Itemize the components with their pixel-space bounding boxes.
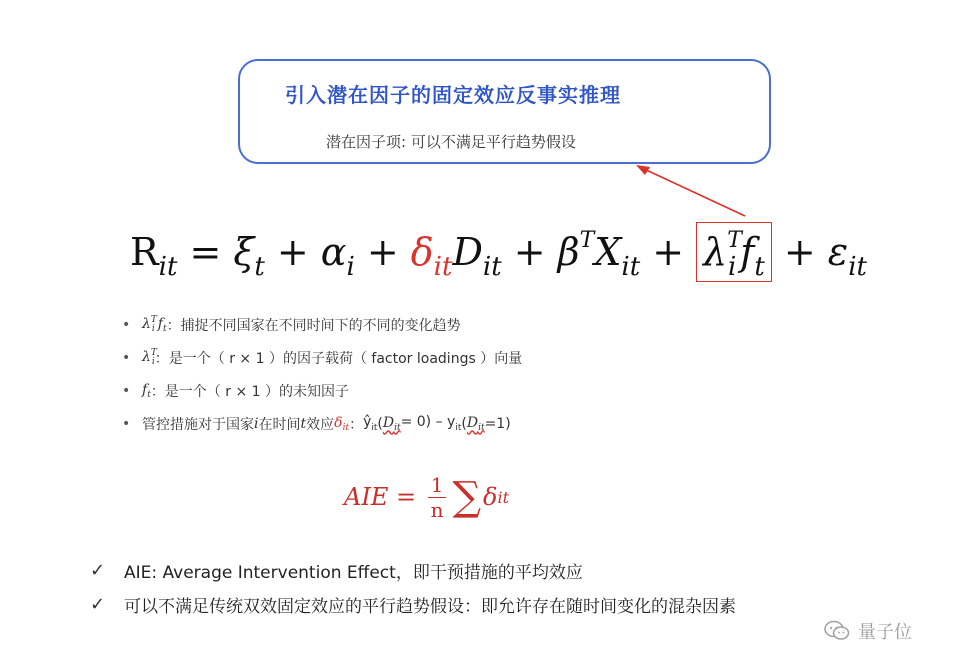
bullet-math-t: t bbox=[300, 415, 307, 432]
callout-subtitle: 潜在因子项: 可以不满足平行趋势假设 bbox=[326, 133, 576, 151]
check-item bbox=[90, 553, 736, 587]
bullet-math-i: i bbox=[254, 415, 259, 432]
bullet-math-D: $D_{it}$ bbox=[382, 414, 401, 433]
eq-plus: + bbox=[640, 230, 697, 274]
bullet-text: = $0) - y_{it}$ bbox=[400, 414, 462, 433]
bullet-text: ：是一个（ r × 1 ）的因子载荷（ factor loadings ）向量 bbox=[154, 350, 523, 367]
eq-lhs: R bbox=[130, 230, 159, 274]
eq-lambda-sub: i bbox=[727, 252, 737, 282]
bullet-marker: • bbox=[122, 316, 131, 333]
aie-numerator: 1 bbox=[428, 473, 447, 498]
bullet-paren: ( bbox=[461, 415, 467, 432]
eq-plus: + bbox=[354, 230, 411, 274]
eq-X: X bbox=[594, 230, 622, 274]
aie-fraction bbox=[428, 473, 447, 522]
eq-equals: = bbox=[177, 230, 234, 274]
latent-factor-box bbox=[696, 222, 772, 282]
aie-delta: δ bbox=[483, 483, 498, 511]
bullet-paren: ( bbox=[377, 415, 383, 432]
eq-beta: β bbox=[557, 230, 580, 274]
eq-D-sub: it bbox=[482, 252, 502, 282]
main-equation bbox=[130, 222, 867, 282]
bullet-text: 管控措施对于国家 bbox=[142, 416, 254, 433]
bullet-math: $f_t$ bbox=[142, 381, 151, 400]
check-item bbox=[90, 587, 736, 621]
eq-alpha: α bbox=[320, 230, 347, 274]
aie-formula bbox=[344, 462, 509, 532]
eq-f-sub: t bbox=[754, 252, 765, 282]
aie-delta-sub: it bbox=[497, 487, 510, 507]
watermark-text: 量子位 bbox=[858, 622, 912, 643]
bullet-math-D: $D_{it}$ bbox=[466, 414, 485, 433]
bullet-item bbox=[122, 341, 522, 374]
eq-delta: δ bbox=[410, 230, 434, 274]
bullet-math-delta: $\delta_{it}$ bbox=[334, 414, 350, 433]
bullet-math: $\lambda^T_i$ $f_t$ bbox=[142, 315, 167, 334]
bullet-yhat: $ŷ_{it}$ bbox=[363, 414, 378, 433]
bullet-item bbox=[122, 374, 522, 407]
eq-lambda: λ bbox=[703, 230, 728, 274]
bullet-text: =1) bbox=[484, 415, 511, 432]
check-text: AIE: Average Intervention Effect，即干预措施的平均效应 bbox=[124, 562, 583, 583]
wechat-icon bbox=[824, 620, 850, 642]
eq-f: f bbox=[740, 230, 755, 274]
checkmark-icon: ✓ bbox=[90, 593, 106, 615]
eq-epsilon: ε bbox=[827, 230, 849, 274]
bullet-item bbox=[122, 308, 522, 341]
bullet-colon: ： bbox=[349, 416, 364, 433]
bullet-text: 效应 bbox=[306, 416, 335, 433]
eq-plus: + bbox=[264, 230, 321, 274]
eq-lhs-sub: it bbox=[158, 252, 178, 282]
eq-D: D bbox=[452, 230, 483, 274]
eq-plus: + bbox=[501, 230, 558, 274]
callout-box bbox=[238, 59, 771, 164]
bullet-item bbox=[122, 407, 522, 440]
aie-equals: = bbox=[388, 483, 424, 511]
eq-epsilon-sub: it bbox=[848, 252, 867, 282]
check-text: 可以不满足传统双效固定效应的平行趋势假设：即允许存在随时间变化的混杂因素 bbox=[124, 596, 736, 617]
check-list bbox=[90, 553, 736, 621]
bullet-math: $\lambda^T_i$ bbox=[142, 348, 157, 367]
checkmark-icon: ✓ bbox=[90, 559, 106, 581]
watermark bbox=[824, 616, 912, 646]
bullet-list bbox=[122, 308, 522, 440]
eq-xi: ξ bbox=[233, 230, 255, 274]
bullet-text: 在时间 bbox=[258, 416, 301, 433]
aie-sigma: ∑ bbox=[452, 474, 482, 520]
eq-lambda-sup: T bbox=[727, 228, 742, 253]
aie-label: AIE bbox=[344, 483, 389, 511]
eq-alpha-sub: i bbox=[346, 252, 355, 282]
eq-delta-sub: it bbox=[433, 252, 453, 282]
bullet-text: ：是一个（ r × 1 ）的未知因子 bbox=[150, 383, 350, 400]
bullet-marker: • bbox=[122, 349, 131, 366]
bullet-marker: • bbox=[122, 415, 131, 432]
bullet-marker: • bbox=[122, 382, 131, 399]
eq-X-sub: it bbox=[621, 252, 641, 282]
eq-plus: + bbox=[771, 230, 828, 274]
aie-denominator: n bbox=[430, 497, 444, 522]
eq-beta-sup: T bbox=[579, 228, 595, 253]
callout-title: 引入潜在因子的固定效应反事实推理 bbox=[285, 83, 621, 107]
bullet-text: ：捕捉不同国家在不同时间下的不同的变化趋势 bbox=[166, 317, 461, 334]
eq-xi-sub: t bbox=[254, 252, 265, 282]
